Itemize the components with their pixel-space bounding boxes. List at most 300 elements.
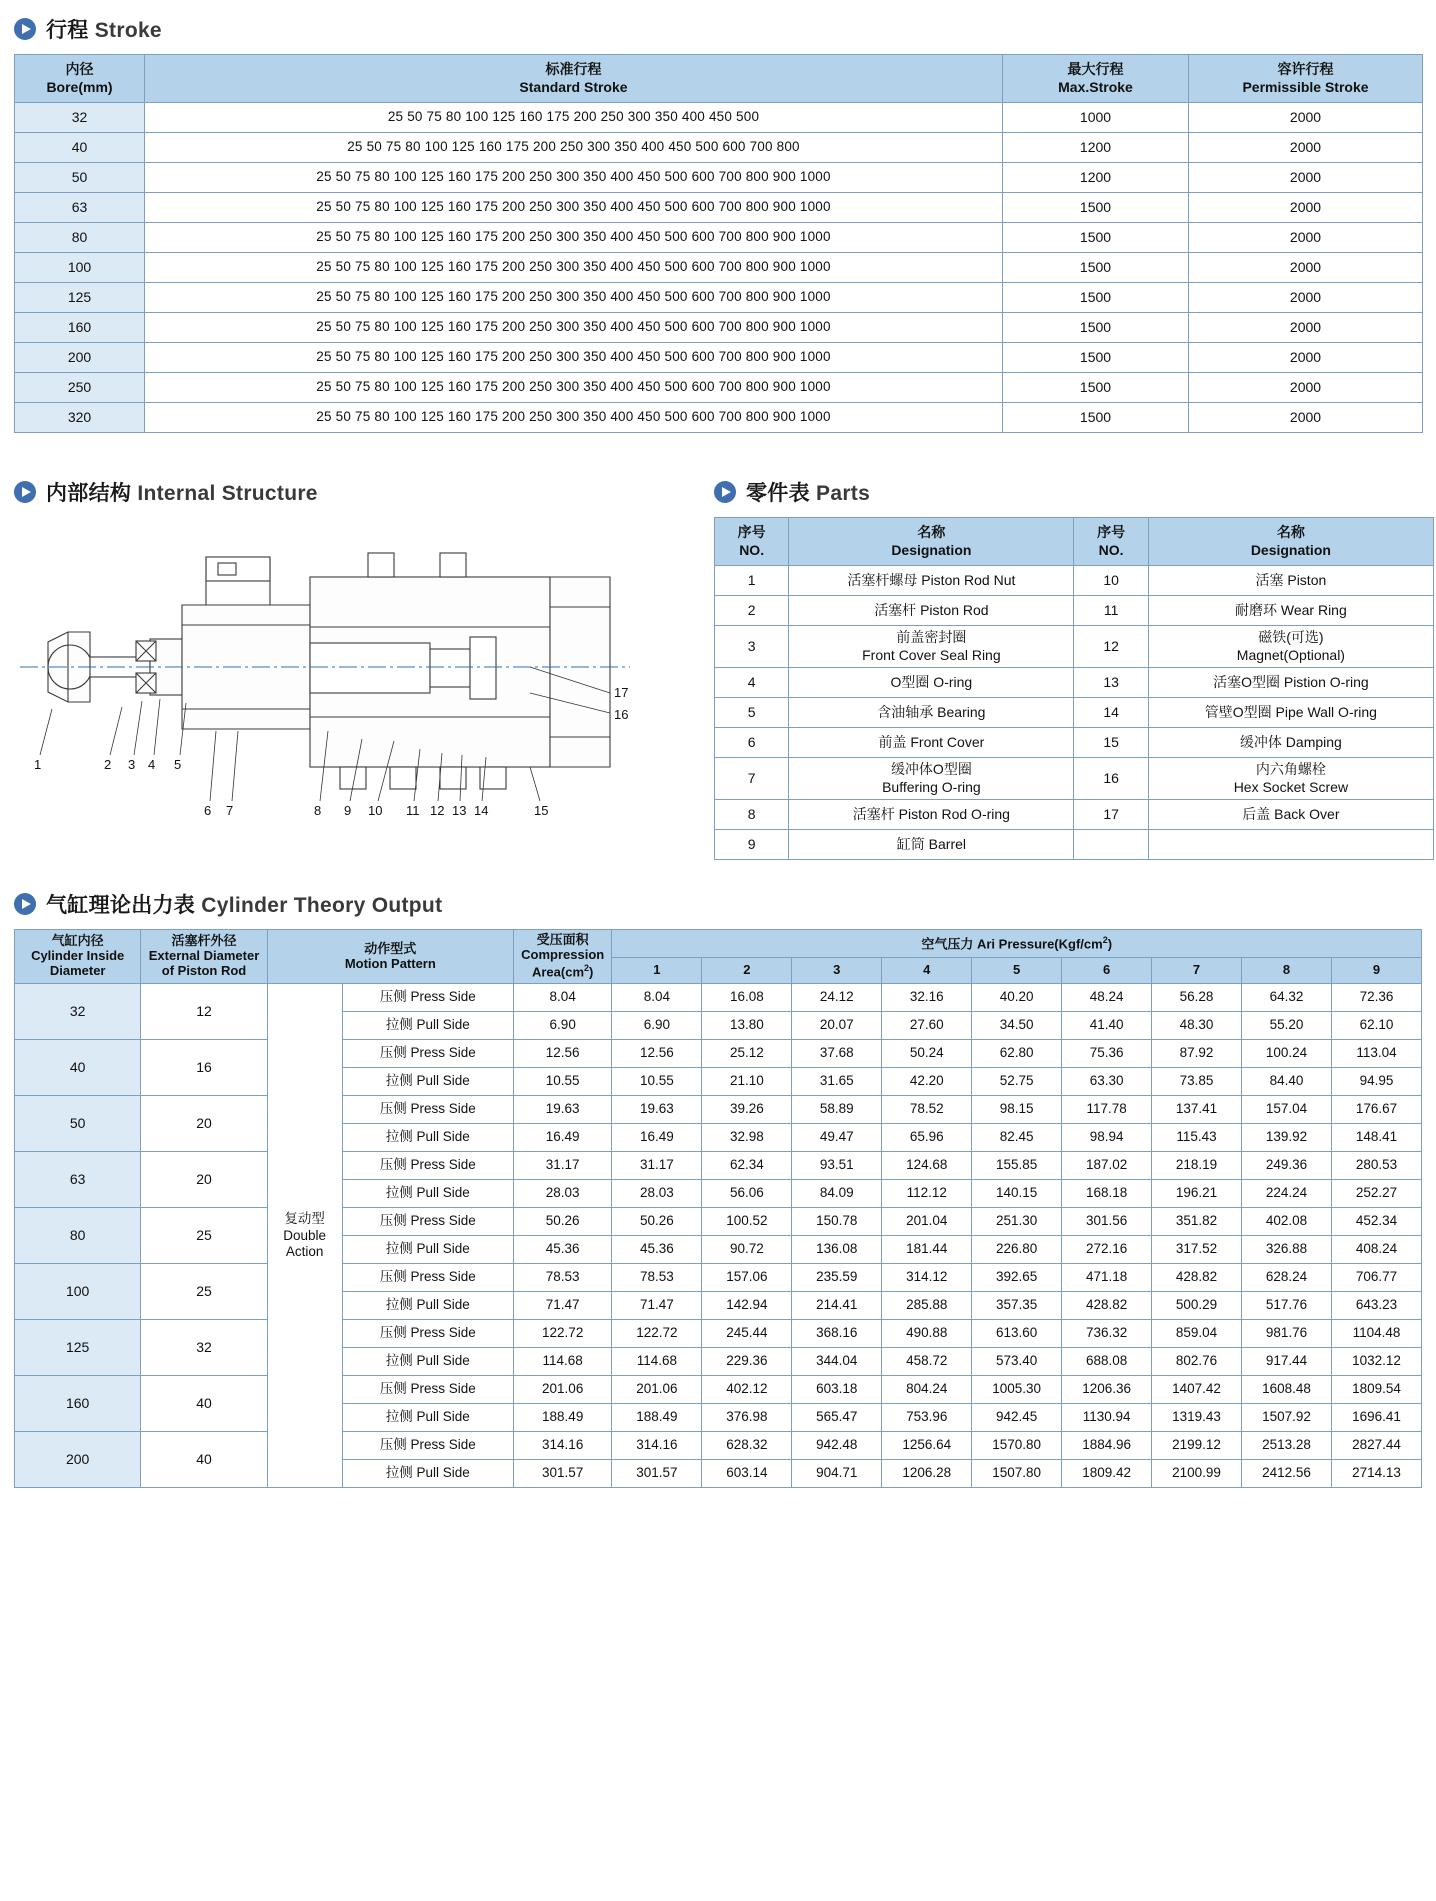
cell-output-pull-3: 565.47 [792,1404,882,1432]
cell-output-press-7: 1407.42 [1152,1376,1242,1404]
cell-press-side: 压侧 Press Side [342,1208,513,1236]
cell-press-side: 压侧 Press Side [342,1432,513,1460]
cell-part-designation: 活塞杆 Piston Rod [789,596,1074,626]
cell-cylinder-diameter: 32 [15,984,141,1040]
cell-cylinder-diameter: 100 [15,1264,141,1320]
cell-output-press-4: 124.68 [882,1152,972,1180]
cell-bore: 50 [15,163,145,193]
cell-output-press-2: 245.44 [702,1320,792,1348]
header-no-1: 序号 NO. [715,518,789,566]
cell-output-pull-2: 56.06 [702,1180,792,1208]
cell-output-press-5: 155.85 [972,1152,1062,1180]
table-row [715,566,1434,596]
table-row [15,163,1423,193]
callout-1: 1 [34,757,42,772]
table-row [15,223,1423,253]
cell-output-pull-7: 802.76 [1152,1348,1242,1376]
cell-output-pull-4: 458.72 [882,1348,972,1376]
cell-part-designation: 磁铁(可选) Magnet(Optional) [1148,626,1433,668]
cell-output-pull-6: 1130.94 [1062,1404,1152,1432]
callout-11: 11 [406,803,420,818]
play-bullet-icon [14,481,36,503]
cell-cylinder-diameter: 40 [15,1040,141,1096]
table-row [715,800,1434,830]
table-row [15,283,1423,313]
cell-output-press-6: 1884.96 [1062,1432,1152,1460]
cell-output-pull-5: 34.50 [972,1012,1062,1040]
cell-part-no: 8 [715,800,789,830]
cell-output-pull-9: 1696.41 [1331,1404,1421,1432]
cell-permissible-stroke: 2000 [1189,283,1423,313]
cell-permissible-stroke: 2000 [1189,313,1423,343]
cell-output-pull-8: 55.20 [1242,1012,1332,1040]
cell-permissible-stroke: 2000 [1189,253,1423,283]
cell-output-pull-6: 168.18 [1062,1180,1152,1208]
cell-cylinder-diameter: 80 [15,1208,141,1264]
cell-output-press-8: 64.32 [1242,984,1332,1012]
section-title-parts [746,477,870,507]
cell-output-pull-4: 42.20 [882,1068,972,1096]
section-header-stroke [14,14,1436,44]
section-title-structure [46,477,318,507]
cell-part-designation: 缸筒 Barrel [789,830,1074,860]
cell-output-press-7: 351.82 [1152,1208,1242,1236]
cell-output-pull-5: 573.40 [972,1348,1062,1376]
cell-output-press-6: 471.18 [1062,1264,1152,1292]
cell-output-pull-2: 13.80 [702,1012,792,1040]
cell-press-side: 压侧 Press Side [342,1152,513,1180]
cell-output-press-8: 981.76 [1242,1320,1332,1348]
cell-part-no: 11 [1074,596,1148,626]
cell-output-press-3: 93.51 [792,1152,882,1180]
cell-max-stroke: 1500 [1003,403,1189,433]
cell-compression-area: 314.16 [513,1432,612,1460]
callout-16: 16 [614,707,629,722]
cell-output-pull-1: 188.49 [612,1404,702,1432]
parts-table [714,517,1434,860]
header-pressure-4: 4 [882,958,972,984]
cell-output-press-4: 804.24 [882,1376,972,1404]
cell-output-press-8: 402.08 [1242,1208,1332,1236]
cell-output-pull-5: 357.35 [972,1292,1062,1320]
header-pressure-9: 9 [1331,958,1421,984]
cell-output-pull-7: 73.85 [1152,1068,1242,1096]
cell-output-press-2: 39.26 [702,1096,792,1124]
cell-bore: 32 [15,103,145,133]
cell-compression-area: 301.57 [513,1460,612,1488]
section-title-en: Cylinder Theory Output [201,894,443,917]
cell-cylinder-diameter: 50 [15,1096,141,1152]
cell-output-press-8: 249.36 [1242,1152,1332,1180]
cell-output-press-8: 100.24 [1242,1040,1332,1068]
cell-output-press-2: 402.12 [702,1376,792,1404]
cell-output-press-1: 314.16 [612,1432,702,1460]
section-title-en: Parts [816,482,871,505]
header-cylinder-inside-diameter: 气缸内径 Cylinder Inside Diameter [15,930,141,984]
cell-output-press-7: 87.92 [1152,1040,1242,1068]
cell-press-side: 压侧 Press Side [342,1320,513,1348]
cell-part-designation: 活塞O型圈 Pistion O-ring [1148,668,1433,698]
cell-output-press-5: 392.65 [972,1264,1062,1292]
table-row [15,1320,1422,1348]
cell-motion-pattern: 复动型 Double Action [267,984,342,1488]
cell-part-no: 2 [715,596,789,626]
cell-part-designation: 后盖 Back Over [1148,800,1433,830]
table-row [15,253,1423,283]
cell-output-pull-3: 20.07 [792,1012,882,1040]
cell-output-press-3: 603.18 [792,1376,882,1404]
cell-part-designation: 活塞杆 Piston Rod O-ring [789,800,1074,830]
cell-output-press-4: 314.12 [882,1264,972,1292]
cell-bore: 200 [15,343,145,373]
cell-output-pull-1: 6.90 [612,1012,702,1040]
section-title-stroke [46,14,162,44]
cell-output-press-1: 201.06 [612,1376,702,1404]
cell-part-no: 14 [1074,698,1148,728]
cell-output-pull-6: 272.16 [1062,1236,1152,1264]
section-header-parts [714,477,1420,507]
play-bullet-icon [14,18,36,40]
cell-output-pull-9: 252.27 [1331,1180,1421,1208]
cell-output-press-2: 100.52 [702,1208,792,1236]
cell-part-no: 3 [715,626,789,668]
callout-14: 14 [474,803,489,818]
header-permissible-stroke: 容许行程 Permissible Stroke [1189,55,1423,103]
cell-output-press-4: 490.88 [882,1320,972,1348]
table-header-row [15,55,1423,103]
table-row [15,1432,1422,1460]
cell-max-stroke: 1500 [1003,223,1189,253]
header-bore: 内径 Bore(mm) [15,55,145,103]
cell-compression-area: 8.04 [513,984,612,1012]
cell-output-pull-2: 229.36 [702,1348,792,1376]
cell-output-pull-5: 226.80 [972,1236,1062,1264]
cell-rod-diameter: 40 [141,1432,267,1488]
table-row [15,133,1423,163]
cell-output-pull-4: 285.88 [882,1292,972,1320]
cell-output-press-9: 2827.44 [1331,1432,1421,1460]
cell-part-designation: 活塞杆螺母 Piston Rod Nut [789,566,1074,596]
cell-bore: 80 [15,223,145,253]
cell-output-pull-8: 517.76 [1242,1292,1332,1320]
cell-output-press-3: 37.68 [792,1040,882,1068]
cell-part-no: 10 [1074,566,1148,596]
header-pressure-6: 6 [1062,958,1152,984]
cell-press-side: 压侧 Press Side [342,1376,513,1404]
cell-output-pull-9: 94.95 [1331,1068,1421,1096]
cell-output-press-5: 40.20 [972,984,1062,1012]
cell-output-pull-6: 98.94 [1062,1124,1152,1152]
cell-permissible-stroke: 2000 [1189,223,1423,253]
callout-12: 12 [430,803,445,818]
cell-output-press-9: 113.04 [1331,1040,1421,1068]
table-row [15,343,1423,373]
cell-standard-stroke: 25 50 75 80 100 125 160 175 200 250 300 350 400 450 500 600 700 800 [145,133,1003,163]
cell-compression-area: 12.56 [513,1040,612,1068]
table-row [15,373,1423,403]
cell-output-press-6: 48.24 [1062,984,1152,1012]
cell-part-no [1074,830,1148,860]
cell-output-pull-5: 82.45 [972,1124,1062,1152]
header-pressure-1: 1 [612,958,702,984]
cell-compression-area: 28.03 [513,1180,612,1208]
table-row [15,1376,1422,1404]
header-motion-pattern: 动作型式 Motion Pattern [267,930,513,984]
section-title-cn: 行程 [46,19,89,42]
cell-output-pull-5: 52.75 [972,1068,1062,1096]
cell-output-press-7: 2199.12 [1152,1432,1242,1460]
cell-output-pull-2: 376.98 [702,1404,792,1432]
cell-output-pull-8: 917.44 [1242,1348,1332,1376]
cell-permissible-stroke: 2000 [1189,133,1423,163]
cell-part-designation: 缓冲体 Damping [1148,728,1433,758]
cell-part-no: 17 [1074,800,1148,830]
table-row [715,728,1434,758]
header-pressure-3: 3 [792,958,882,984]
cell-output-press-7: 137.41 [1152,1096,1242,1124]
cell-output-pull-9: 62.10 [1331,1012,1421,1040]
cell-output-press-4: 32.16 [882,984,972,1012]
cell-bore: 40 [15,133,145,163]
cell-output-pull-1: 16.49 [612,1124,702,1152]
cell-output-press-1: 50.26 [612,1208,702,1236]
cell-output-press-7: 859.04 [1152,1320,1242,1348]
section-title-output [46,889,442,919]
cell-output-pull-4: 112.12 [882,1180,972,1208]
cell-output-press-3: 58.89 [792,1096,882,1124]
callout-15: 15 [534,803,549,818]
cell-output-pull-6: 428.82 [1062,1292,1152,1320]
cell-output-press-9: 706.77 [1331,1264,1421,1292]
cell-standard-stroke: 25 50 75 80 100 125 160 175 200 250 300 350 400 450 500 600 700 800 900 1000 [145,313,1003,343]
cell-compression-area: 78.53 [513,1264,612,1292]
cell-rod-diameter: 25 [141,1208,267,1264]
header-designation-1: 名称 Designation [789,518,1074,566]
callout-4: 4 [148,757,156,772]
cell-output-press-3: 942.48 [792,1432,882,1460]
cell-output-press-6: 75.36 [1062,1040,1152,1068]
cell-press-side: 压侧 Press Side [342,1040,513,1068]
header-pressure-8: 8 [1242,958,1332,984]
header-pressure-2: 2 [702,958,792,984]
cell-output-pull-9: 1032.12 [1331,1348,1421,1376]
cell-output-pull-4: 65.96 [882,1124,972,1152]
play-bullet-icon [714,481,736,503]
cell-pull-side: 拉侧 Pull Side [342,1404,513,1432]
cell-output-pull-6: 688.08 [1062,1348,1152,1376]
section-title-cn: 内部结构 [46,482,132,505]
callout-6: 6 [204,803,212,818]
cell-part-designation: 耐磨环 Wear Ring [1148,596,1433,626]
cell-output-press-3: 235.59 [792,1264,882,1292]
cell-permissible-stroke: 2000 [1189,343,1423,373]
cell-output-press-7: 428.82 [1152,1264,1242,1292]
cell-part-no: 9 [715,830,789,860]
cell-rod-diameter: 12 [141,984,267,1040]
cell-output-pull-1: 301.57 [612,1460,702,1488]
cell-standard-stroke: 25 50 75 80 100 125 160 175 200 250 300 350 400 450 500 [145,103,1003,133]
cell-output-pull-4: 27.60 [882,1012,972,1040]
cell-output-press-8: 1608.48 [1242,1376,1332,1404]
cell-output-press-5: 98.15 [972,1096,1062,1124]
cell-compression-area: 71.47 [513,1292,612,1320]
cell-part-no: 15 [1074,728,1148,758]
cell-output-press-4: 78.52 [882,1096,972,1124]
header-piston-rod-external-diameter: 活塞杆外径 External Diameter of Piston Rod [141,930,267,984]
cell-output-pull-5: 942.45 [972,1404,1062,1432]
cell-compression-area: 114.68 [513,1348,612,1376]
cell-press-side: 压侧 Press Side [342,1264,513,1292]
cell-output-press-5: 62.80 [972,1040,1062,1068]
cell-output-pull-3: 31.65 [792,1068,882,1096]
cell-output-press-3: 150.78 [792,1208,882,1236]
cell-output-press-5: 1005.30 [972,1376,1062,1404]
header-max-stroke: 最大行程 Max.Stroke [1003,55,1189,103]
cell-max-stroke: 1500 [1003,253,1189,283]
cell-cylinder-diameter: 125 [15,1320,141,1376]
cell-compression-area: 188.49 [513,1404,612,1432]
parts-block [700,463,1420,860]
cell-output-pull-1: 71.47 [612,1292,702,1320]
cell-rod-diameter: 40 [141,1376,267,1432]
cell-output-pull-7: 500.29 [1152,1292,1242,1320]
cell-rod-diameter: 20 [141,1152,267,1208]
cell-max-stroke: 1500 [1003,313,1189,343]
cell-output-press-9: 176.67 [1331,1096,1421,1124]
cell-output-press-2: 628.32 [702,1432,792,1460]
cell-max-stroke: 1200 [1003,163,1189,193]
cell-pull-side: 拉侧 Pull Side [342,1012,513,1040]
cell-output-pull-1: 28.03 [612,1180,702,1208]
cell-cylinder-diameter: 63 [15,1152,141,1208]
cell-output-press-2: 16.08 [702,984,792,1012]
cell-part-no: 6 [715,728,789,758]
header-standard-stroke: 标准行程 Standard Stroke [145,55,1003,103]
cell-compression-area: 16.49 [513,1124,612,1152]
cell-output-pull-4: 753.96 [882,1404,972,1432]
cell-pull-side: 拉侧 Pull Side [342,1348,513,1376]
cell-output-pull-9: 148.41 [1331,1124,1421,1152]
cell-output-press-8: 2513.28 [1242,1432,1332,1460]
cell-output-press-5: 613.60 [972,1320,1062,1348]
cell-output-pull-6: 1809.42 [1062,1460,1152,1488]
cell-output-pull-7: 196.21 [1152,1180,1242,1208]
table-header-row-1 [15,930,1422,958]
cell-output-pull-3: 49.47 [792,1124,882,1152]
cell-max-stroke: 1500 [1003,193,1189,223]
cell-output-pull-6: 63.30 [1062,1068,1152,1096]
cell-standard-stroke: 25 50 75 80 100 125 160 175 200 250 300 350 400 450 500 600 700 800 900 1000 [145,193,1003,223]
section-title-cn: 气缸理论出力表 [46,894,196,917]
cell-output-pull-7: 1319.43 [1152,1404,1242,1432]
cell-pull-side: 拉侧 Pull Side [342,1180,513,1208]
cell-output-pull-4: 181.44 [882,1236,972,1264]
cell-output-pull-2: 90.72 [702,1236,792,1264]
cell-permissible-stroke: 2000 [1189,373,1423,403]
play-bullet-icon [14,893,36,915]
cell-part-no: 13 [1074,668,1148,698]
cell-output-pull-3: 344.04 [792,1348,882,1376]
header-air-pressure: 空气压力 Ari $Pressure(Kgf/cm^2)$ [612,930,1422,958]
cell-part-no: 1 [715,566,789,596]
cell-output-press-7: 56.28 [1152,984,1242,1012]
table-row [715,668,1434,698]
cell-output-press-2: 25.12 [702,1040,792,1068]
section-title-en: Internal Structure [137,482,318,505]
cell-part-designation: 管壁O型圈 Pipe Wall O-ring [1148,698,1433,728]
callout-10: 10 [368,803,383,818]
cell-output-press-9: 1809.54 [1331,1376,1421,1404]
table-row [715,830,1434,860]
table-row [15,103,1423,133]
cell-output-pull-3: 136.08 [792,1236,882,1264]
cell-bore: 63 [15,193,145,223]
cell-output-pull-3: 904.71 [792,1460,882,1488]
cell-bore: 250 [15,373,145,403]
cell-part-designation [1148,830,1433,860]
cell-output-pull-3: 84.09 [792,1180,882,1208]
stroke-table [14,54,1423,433]
header-designation-2: 名称 Designation [1148,518,1433,566]
cell-part-designation: 缓冲体O型圈 Buffering O-ring [789,758,1074,800]
cell-output-press-2: 62.34 [702,1152,792,1180]
cell-output-press-4: 50.24 [882,1040,972,1068]
cell-output-press-6: 1206.36 [1062,1376,1152,1404]
table-row [15,1208,1422,1236]
table-row [15,1096,1422,1124]
table-row [15,403,1423,433]
cell-standard-stroke: 25 50 75 80 100 125 160 175 200 250 300 350 400 450 500 600 700 800 900 1000 [145,283,1003,313]
cell-rod-diameter: 16 [141,1040,267,1096]
cell-output-press-1: 31.17 [612,1152,702,1180]
section-title-en: Stroke [94,19,162,42]
cell-output-pull-1: 10.55 [612,1068,702,1096]
cell-output-pull-4: 1206.28 [882,1460,972,1488]
cell-part-no: 7 [715,758,789,800]
cell-output-press-1: 19.63 [612,1096,702,1124]
cell-rod-diameter: 25 [141,1264,267,1320]
cell-bore: 320 [15,403,145,433]
cell-output-pull-7: 317.52 [1152,1236,1242,1264]
cylinder-cutaway-drawing [10,517,700,867]
cell-output-press-9: 72.36 [1331,984,1421,1012]
cell-output-press-6: 301.56 [1062,1208,1152,1236]
cell-pull-side: 拉侧 Pull Side [342,1068,513,1096]
cell-permissible-stroke: 2000 [1189,103,1423,133]
table-row [15,193,1423,223]
table-row [15,1152,1422,1180]
cell-compression-area: 31.17 [513,1152,612,1180]
callout-9: 9 [344,803,352,818]
cell-output-pull-9: 408.24 [1331,1236,1421,1264]
cell-bore: 100 [15,253,145,283]
cell-output-pull-5: 1507.80 [972,1460,1062,1488]
cell-output-press-6: 117.78 [1062,1096,1152,1124]
callout-17: 17 [614,685,629,700]
table-row [715,596,1434,626]
cell-part-no: 4 [715,668,789,698]
internal-structure-block [0,463,700,867]
cell-cylinder-diameter: 160 [15,1376,141,1432]
middle-section [0,463,1436,867]
callout-2: 2 [104,757,112,772]
cell-output-press-4: 1256.64 [882,1432,972,1460]
cell-compression-area: 6.90 [513,1012,612,1040]
cell-output-press-9: 1104.48 [1331,1320,1421,1348]
cell-press-side: 压侧 Press Side [342,984,513,1012]
cell-part-designation: 前盖密封圈 Front Cover Seal Ring [789,626,1074,668]
cell-output-press-3: 368.16 [792,1320,882,1348]
